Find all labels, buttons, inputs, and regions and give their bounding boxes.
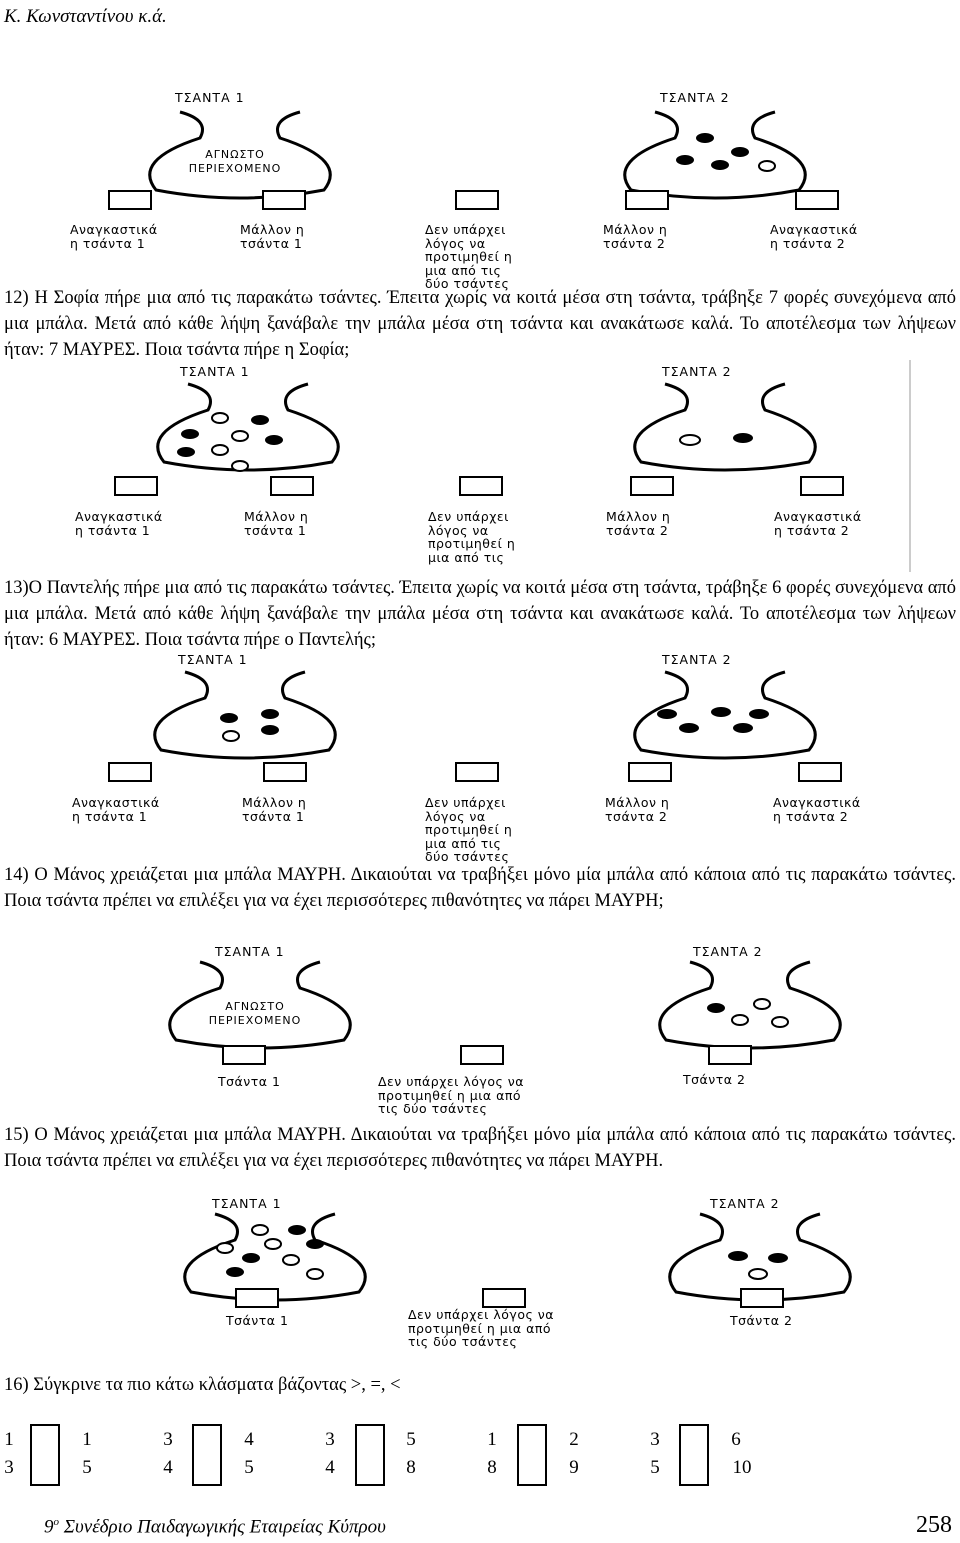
black-ball [181, 429, 199, 439]
conference-number: 9 [44, 1516, 54, 1538]
comparison-box-3[interactable] [355, 1424, 385, 1486]
figure-frame-edge [909, 360, 911, 572]
ordinal-suffix: ο [53, 1516, 59, 1528]
fraction-denominator: 5 [82, 1457, 92, 1478]
answer-box-3[interactable] [455, 762, 499, 782]
white-ball [749, 1269, 767, 1279]
footer-conference [44, 1516, 386, 1538]
fraction-numerator: 3 [650, 1429, 660, 1450]
option-label-1: Αναγκαστικά η τσάντα 1 [70, 222, 158, 251]
black-ball [711, 707, 731, 717]
fraction-denominator: 4 [163, 1457, 173, 1478]
option-label-1: Αναγκαστικά η τσάντα 1 [72, 795, 160, 824]
black-ball [711, 160, 729, 170]
white-ball [265, 1239, 281, 1249]
comparison-box-5[interactable] [679, 1424, 709, 1486]
white-ball [217, 1243, 233, 1253]
bag-2-title: ΤΣΑΝΤΑ 2 [710, 1196, 780, 1211]
figure-q14 [0, 940, 960, 1118]
black-ball [733, 433, 753, 443]
white-ball [759, 161, 775, 171]
bag-1-shape [148, 382, 348, 472]
fraction-denominator: 10 [732, 1457, 752, 1478]
question-13: 13)Ο Παντελής πήρε μια από τις παρακάτω τσάντες. Έπειτα χωρίς να κοιτά μέσα στη τσάντα, τράβηξε 6 φορές συνεχόμενα από μια μπάλα. Μετά από κάθε λήψη ξανάβαλε την μπάλα μέσα στη τσάντα και ανακάτωσε καλά. Το αποτέλεσμα των λήψεων ήταν: 6 ΜΑΥΡΕΣ. Ποια τσάντα πήρε ο Παντελής; [4, 578, 956, 650]
bag-2-title: ΤΣΑΝΤΑ 2 [660, 90, 730, 105]
black-ball [707, 1003, 725, 1013]
black-ball [265, 435, 283, 445]
figure-q11 [0, 80, 960, 291]
answer-box-1[interactable] [114, 476, 158, 496]
white-ball [212, 413, 228, 423]
bag-2-title: ΤΣΑΝΤΑ 2 [693, 944, 763, 959]
answer-box-5[interactable] [798, 762, 842, 782]
option-label-2: Μάλλον η τσάντα 1 [240, 222, 305, 251]
option-label-1: Αναγκαστικά η τσάντα 1 [75, 509, 163, 538]
black-ball [242, 1253, 260, 1263]
black-ball [768, 1253, 788, 1263]
fraction-denominator: 5 [244, 1457, 254, 1478]
white-ball [223, 731, 239, 741]
bag-2-shape [650, 960, 850, 1050]
conference-name: Συνέδριο Παιδαγωγικής Εταιρείας Κύπρου [59, 1516, 386, 1538]
option-label-3: Τσάντα 2 [683, 1072, 746, 1087]
question-12: 12) Η Σοφία πήρε μια από τις παρακάτω τσάντες. Έπειτα χωρίς να κοιτά μέσα στη τσάντα, τράβηξε 7 φορές συνεχόμενα από μια μπάλα. Μετά από κάθε λήψη ξανάβαλε την μπάλα μέσα στη τσάντα και ανακάτωσε καλά. Το αποτέλεσμα των λήψεων ήταν: 7 ΜΑΥΡΕΣ. Ποια τσάντα πήρε η Σοφία; [4, 288, 956, 360]
black-ball [220, 713, 238, 723]
option-label-4: Μάλλον η τσάντα 2 [605, 795, 670, 824]
answer-box-5[interactable] [800, 476, 844, 496]
white-ball [732, 1015, 748, 1025]
answer-box-5[interactable] [795, 190, 839, 210]
black-ball [306, 1239, 324, 1249]
bag-1-title: ΤΣΑΝΤΑ 1 [178, 652, 248, 667]
figure-q12 [0, 360, 960, 572]
bag-2-title: ΤΣΑΝΤΑ 2 [662, 364, 732, 379]
option-label-3: Δεν υπάρχει λόγος να προτιμηθεί η μια από τις δύο τσάντες [425, 795, 513, 864]
bag-2-shape [625, 670, 825, 760]
bag-2-shape [625, 382, 825, 472]
answer-box-4[interactable] [630, 476, 674, 496]
option-label-5: Αναγκαστικά η τσάντα 2 [774, 509, 862, 538]
option-label-1: Τσάντα 1 [226, 1313, 289, 1328]
bag-1-title: ΤΣΑΝΤΑ 1 [175, 90, 245, 105]
option-label-2: Μάλλον η τσάντα 1 [244, 509, 309, 538]
black-ball [177, 447, 195, 457]
bag-2-title: ΤΣΑΝΤΑ 2 [662, 652, 732, 667]
unknown-content-label: ΑΓΝΩΣΤΟ ΠΕΡΙΕΧΟΜΕΝΟ [188, 148, 282, 175]
unknown-content-label: ΑΓΝΩΣΤΟ ΠΕΡΙΕΧΟΜΕΝΟ [208, 1000, 302, 1027]
white-ball [212, 445, 228, 455]
fraction-numerator: 2 [569, 1429, 579, 1450]
fraction-numerator: 1 [487, 1429, 497, 1450]
fraction-denominator: 4 [325, 1457, 335, 1478]
option-label-2: Μάλλον η τσάντα 1 [242, 795, 307, 824]
fraction-denominator: 9 [569, 1457, 579, 1478]
question-14: 14) Ο Μάνος χρειάζεται μια μπάλα ΜΑΥΡΗ. Δικαιούται να τραβήξει μόνο μία μπάλα από κάποια από τις παρακάτω τσάντες. Ποια τσάντα πρέπει να επιλέξει για να έχει περισσότερες πιθανότητες να πάρει ΜΑΥΡΗ; [4, 865, 956, 911]
black-ball [749, 709, 769, 719]
answer-box-1[interactable] [235, 1288, 279, 1308]
answer-box-2[interactable] [263, 762, 307, 782]
fraction-numerator: 4 [244, 1429, 254, 1450]
bag-2-shape [615, 110, 815, 200]
black-ball [261, 709, 279, 719]
white-ball [232, 461, 248, 471]
answer-box-4[interactable] [625, 190, 669, 210]
black-ball [733, 723, 753, 733]
answer-box-2[interactable] [262, 190, 306, 210]
white-ball [252, 1225, 268, 1235]
option-label-3: Τσάντα 2 [730, 1313, 793, 1328]
answer-box-2[interactable] [482, 1288, 526, 1308]
comparison-box-2[interactable] [192, 1424, 222, 1486]
comparison-box-4[interactable] [517, 1424, 547, 1486]
answer-box-2[interactable] [270, 476, 314, 496]
black-ball [728, 1251, 748, 1261]
option-label-2: Δεν υπάρχει λόγος να προτιμηθεί η μια από τις δύο τσάντες [378, 1074, 524, 1116]
fraction-denominator: 8 [406, 1457, 416, 1478]
black-ball [288, 1225, 306, 1235]
answer-box-3[interactable] [708, 1045, 752, 1065]
white-ball [232, 431, 248, 441]
fraction-numerator: 3 [325, 1429, 335, 1450]
figure-q13 [0, 648, 960, 864]
answer-box-1[interactable] [108, 762, 152, 782]
option-label-5: Αναγκαστικά η τσάντα 2 [773, 795, 861, 824]
bag-1-title: ΤΣΑΝΤΑ 1 [212, 1196, 282, 1211]
black-ball [657, 709, 677, 719]
fraction-denominator: 8 [487, 1457, 497, 1478]
option-label-5: Αναγκαστικά η τσάντα 2 [770, 222, 858, 251]
answer-box-1[interactable] [222, 1045, 266, 1065]
bag-1-shape [145, 670, 345, 760]
fraction-denominator: 3 [4, 1457, 14, 1478]
question-15: 15) Ο Μάνος χρειάζεται μια μπάλα ΜΑΥΡΗ. Δικαιούται να τραβήξει μόνο μία μπάλα από κάποια από τις παρακάτω τσάντες. Ποια τσάντα πρέπει να επιλέξει για να έχει περισσότερες πιθανότητες να πάρει ΜΑΥΡΗ. [4, 1125, 956, 1171]
answer-box-4[interactable] [628, 762, 672, 782]
black-ball [731, 147, 749, 157]
option-label-4: Μάλλον η τσάντα 2 [603, 222, 668, 251]
white-ball [680, 435, 700, 445]
white-ball [754, 999, 770, 1009]
fraction-numerator: 6 [731, 1429, 741, 1450]
fraction-numerator: 1 [82, 1429, 92, 1450]
white-ball [772, 1017, 788, 1027]
answer-box-3[interactable] [740, 1288, 784, 1308]
fraction-numerator: 3 [163, 1429, 173, 1450]
question-16: 16) Σύγκρινε τα πιο κάτω κλάσματα βάζοντας >, =, < [4, 1375, 401, 1395]
fraction-numerator: 1 [4, 1429, 14, 1450]
black-ball [696, 133, 714, 143]
fraction-denominator: 5 [650, 1457, 660, 1478]
answer-box-2[interactable] [460, 1045, 504, 1065]
figure-q15 [0, 1192, 960, 1347]
black-ball [226, 1267, 244, 1277]
black-ball [676, 155, 694, 165]
bag-1-title: ΤΣΑΝΤΑ 1 [215, 944, 285, 959]
fraction-numerator: 5 [406, 1429, 416, 1450]
option-label-4: Μάλλον η τσάντα 2 [606, 509, 671, 538]
black-ball [679, 723, 699, 733]
answer-box-3[interactable] [455, 190, 499, 210]
black-ball [251, 415, 269, 425]
white-ball [283, 1255, 299, 1265]
answer-box-3[interactable] [459, 476, 503, 496]
page-header: Κ. Κωνσταντίνου κ.ά. [4, 6, 167, 27]
comparison-box-1[interactable] [30, 1424, 60, 1486]
white-ball [307, 1269, 323, 1279]
option-label-3: Δεν υπάρχει λόγος να προτιμηθεί η μια από τις [428, 509, 516, 565]
option-label-3: Δεν υπάρχει λόγος να προτιμηθεί η μια από τις δύο τσάντες [425, 222, 513, 291]
bag-1-title: ΤΣΑΝΤΑ 1 [180, 364, 250, 379]
page-number: 258 [916, 1512, 952, 1538]
answer-box-1[interactable] [108, 190, 152, 210]
option-label-1: Τσάντα 1 [218, 1074, 281, 1089]
black-ball [261, 725, 279, 735]
option-label-2: Δεν υπάρχει λόγος να προτιμηθεί η μια από τις δύο τσάντες [408, 1307, 554, 1349]
